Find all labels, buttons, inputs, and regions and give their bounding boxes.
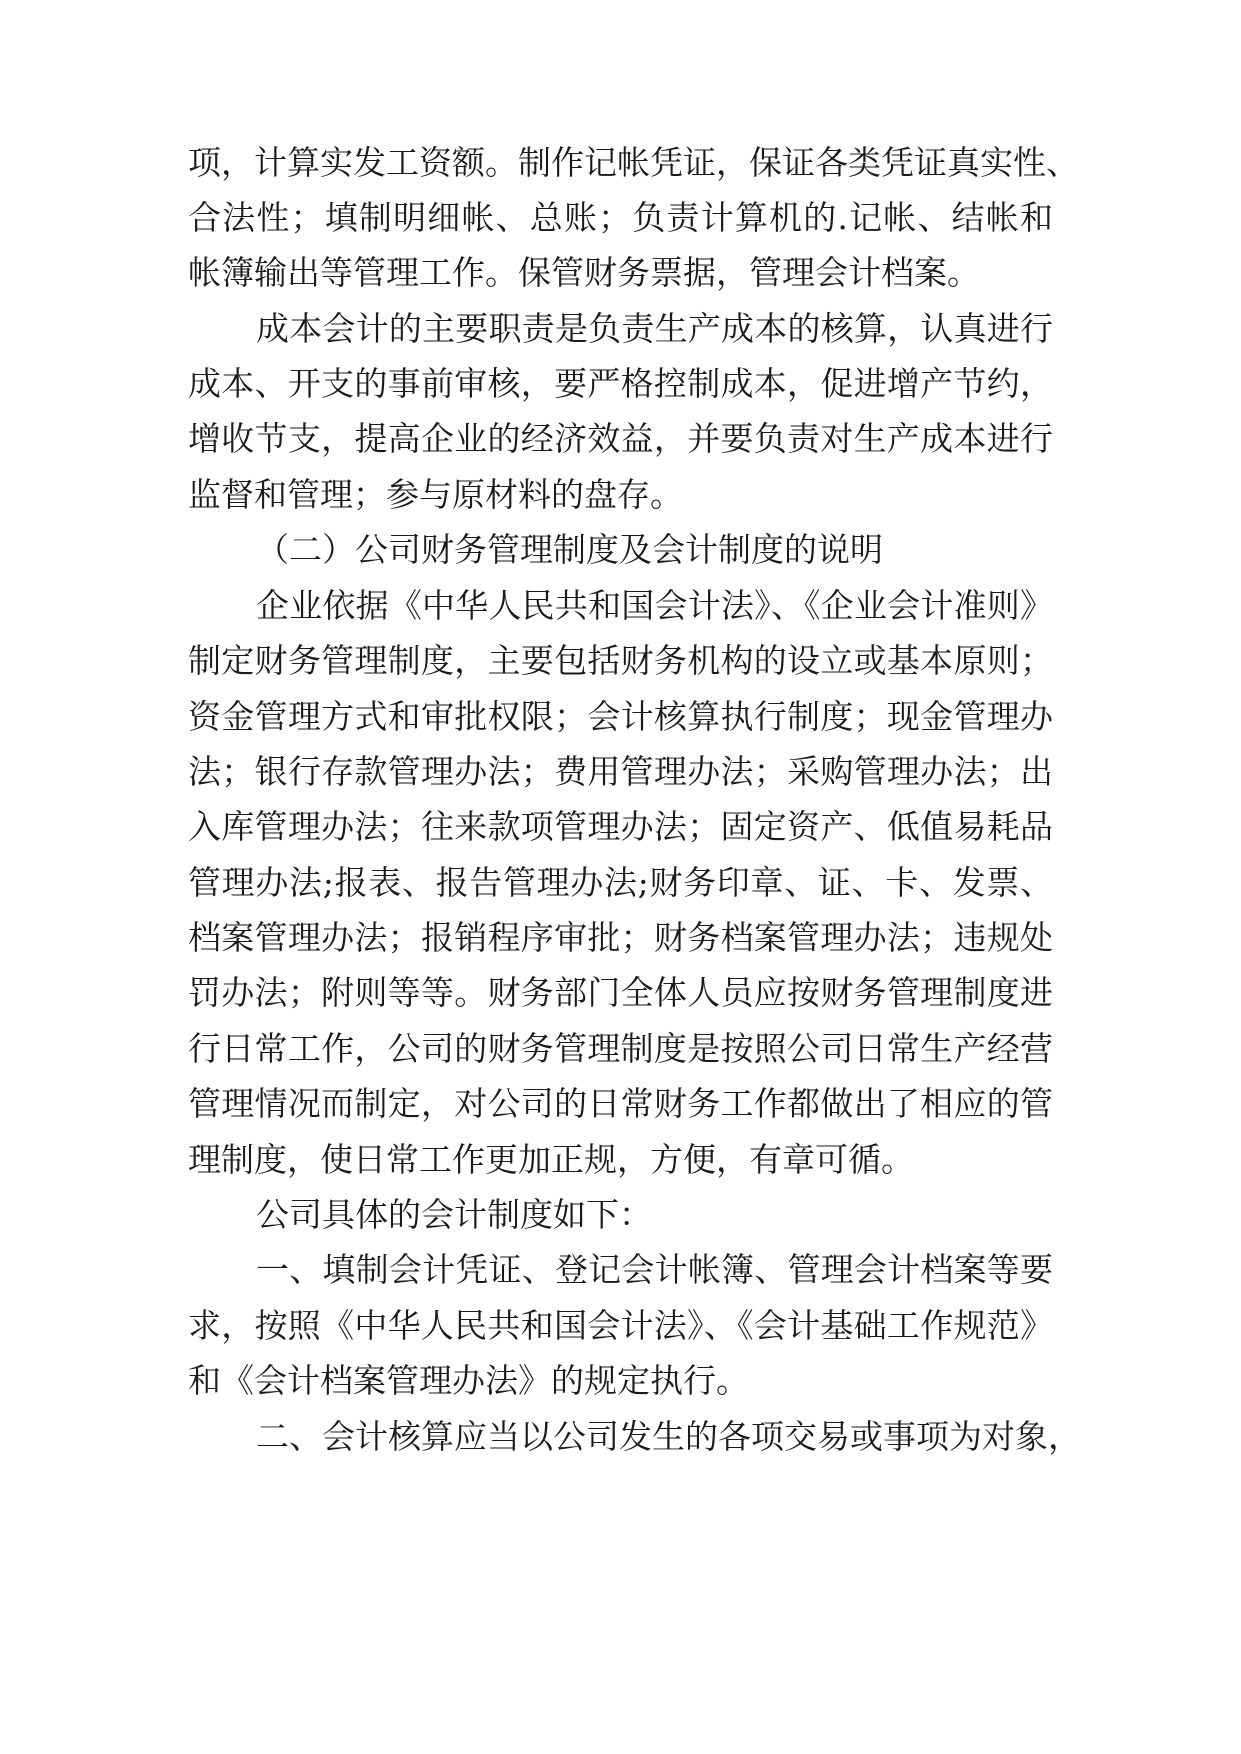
text-line: 管理办法;报表、报告管理办法;财务印章、证、卡、发票、 [188,863,1053,902]
paragraph-first-line: 公司具体的会计制度如下： [256,1195,652,1234]
text-line: 项，计算实发工资额。制作记帐凭证，保证各类凭证真实性、 [188,143,1079,182]
text-line: 管理情况而制定，对公司的日常财务工作都做出了相应的管 [188,1084,1053,1123]
section-heading: （二）公司财务管理制度及会计制度的说明 [256,530,883,569]
paragraph-first-line: 成本会计的主要职责是负责生产成本的核算，认真进行 [256,309,1053,348]
text-line: 和《会计档案管理办法》的规定执行。 [188,1361,749,1400]
text-line: 合法性；填制明细帐、总账；负责计算机的.记帐、结帐和 [188,198,1053,237]
text-line: 法；银行存款管理办法；费用管理办法；采购管理办法；出 [188,752,1053,791]
text-line: 行日常工作，公司的财务管理制度是按照公司日常生产经营 [188,1029,1053,1068]
text-line: 资金管理方式和审批权限；会计核算执行制度；现金管理办 [188,697,1053,736]
text-line: 增收节支，提高企业的经济效益，并要负责对生产成本进行 [188,419,1053,458]
text-line: 档案管理办法；报销程序审批；财务档案管理办法；违规处 [188,918,1053,957]
text-line: 监督和管理；参与原材料的盘存。 [188,475,683,514]
text-line: 罚办法；附则等等。财务部门全体人员应按财务管理制度进 [188,973,1053,1012]
text-line: 制定财务管理制度，主要包括财务机构的设立或基本原则； [188,641,1053,680]
text-line: 求，按照《中华人民共和国会计法》、《会计基础工作规范》 [188,1306,1053,1345]
text-line: 入库管理办法；往来款项管理办法；固定资产、低值易耗品 [188,807,1053,846]
text-line: 帐簿输出等管理工作。保管财务票据，管理会计档案。 [188,253,980,292]
paragraph-first-line: 二、会计核算应当以公司发生的各项交易或事项为对象， [256,1417,1081,1456]
text-line: 理制度，使日常工作更加正规，方便，有章可循。 [188,1140,914,1179]
paragraph-first-line: 企业依据《中华人民共和国会计法》、《企业会计准则》 [256,586,1053,625]
paragraph-first-line: 一、填制会计凭证、登记会计帐簿、管理会计档案等要 [256,1250,1053,1289]
text-line: 成本、开支的事前审核，要严格控制成本，促进增产节约， [188,364,1053,403]
